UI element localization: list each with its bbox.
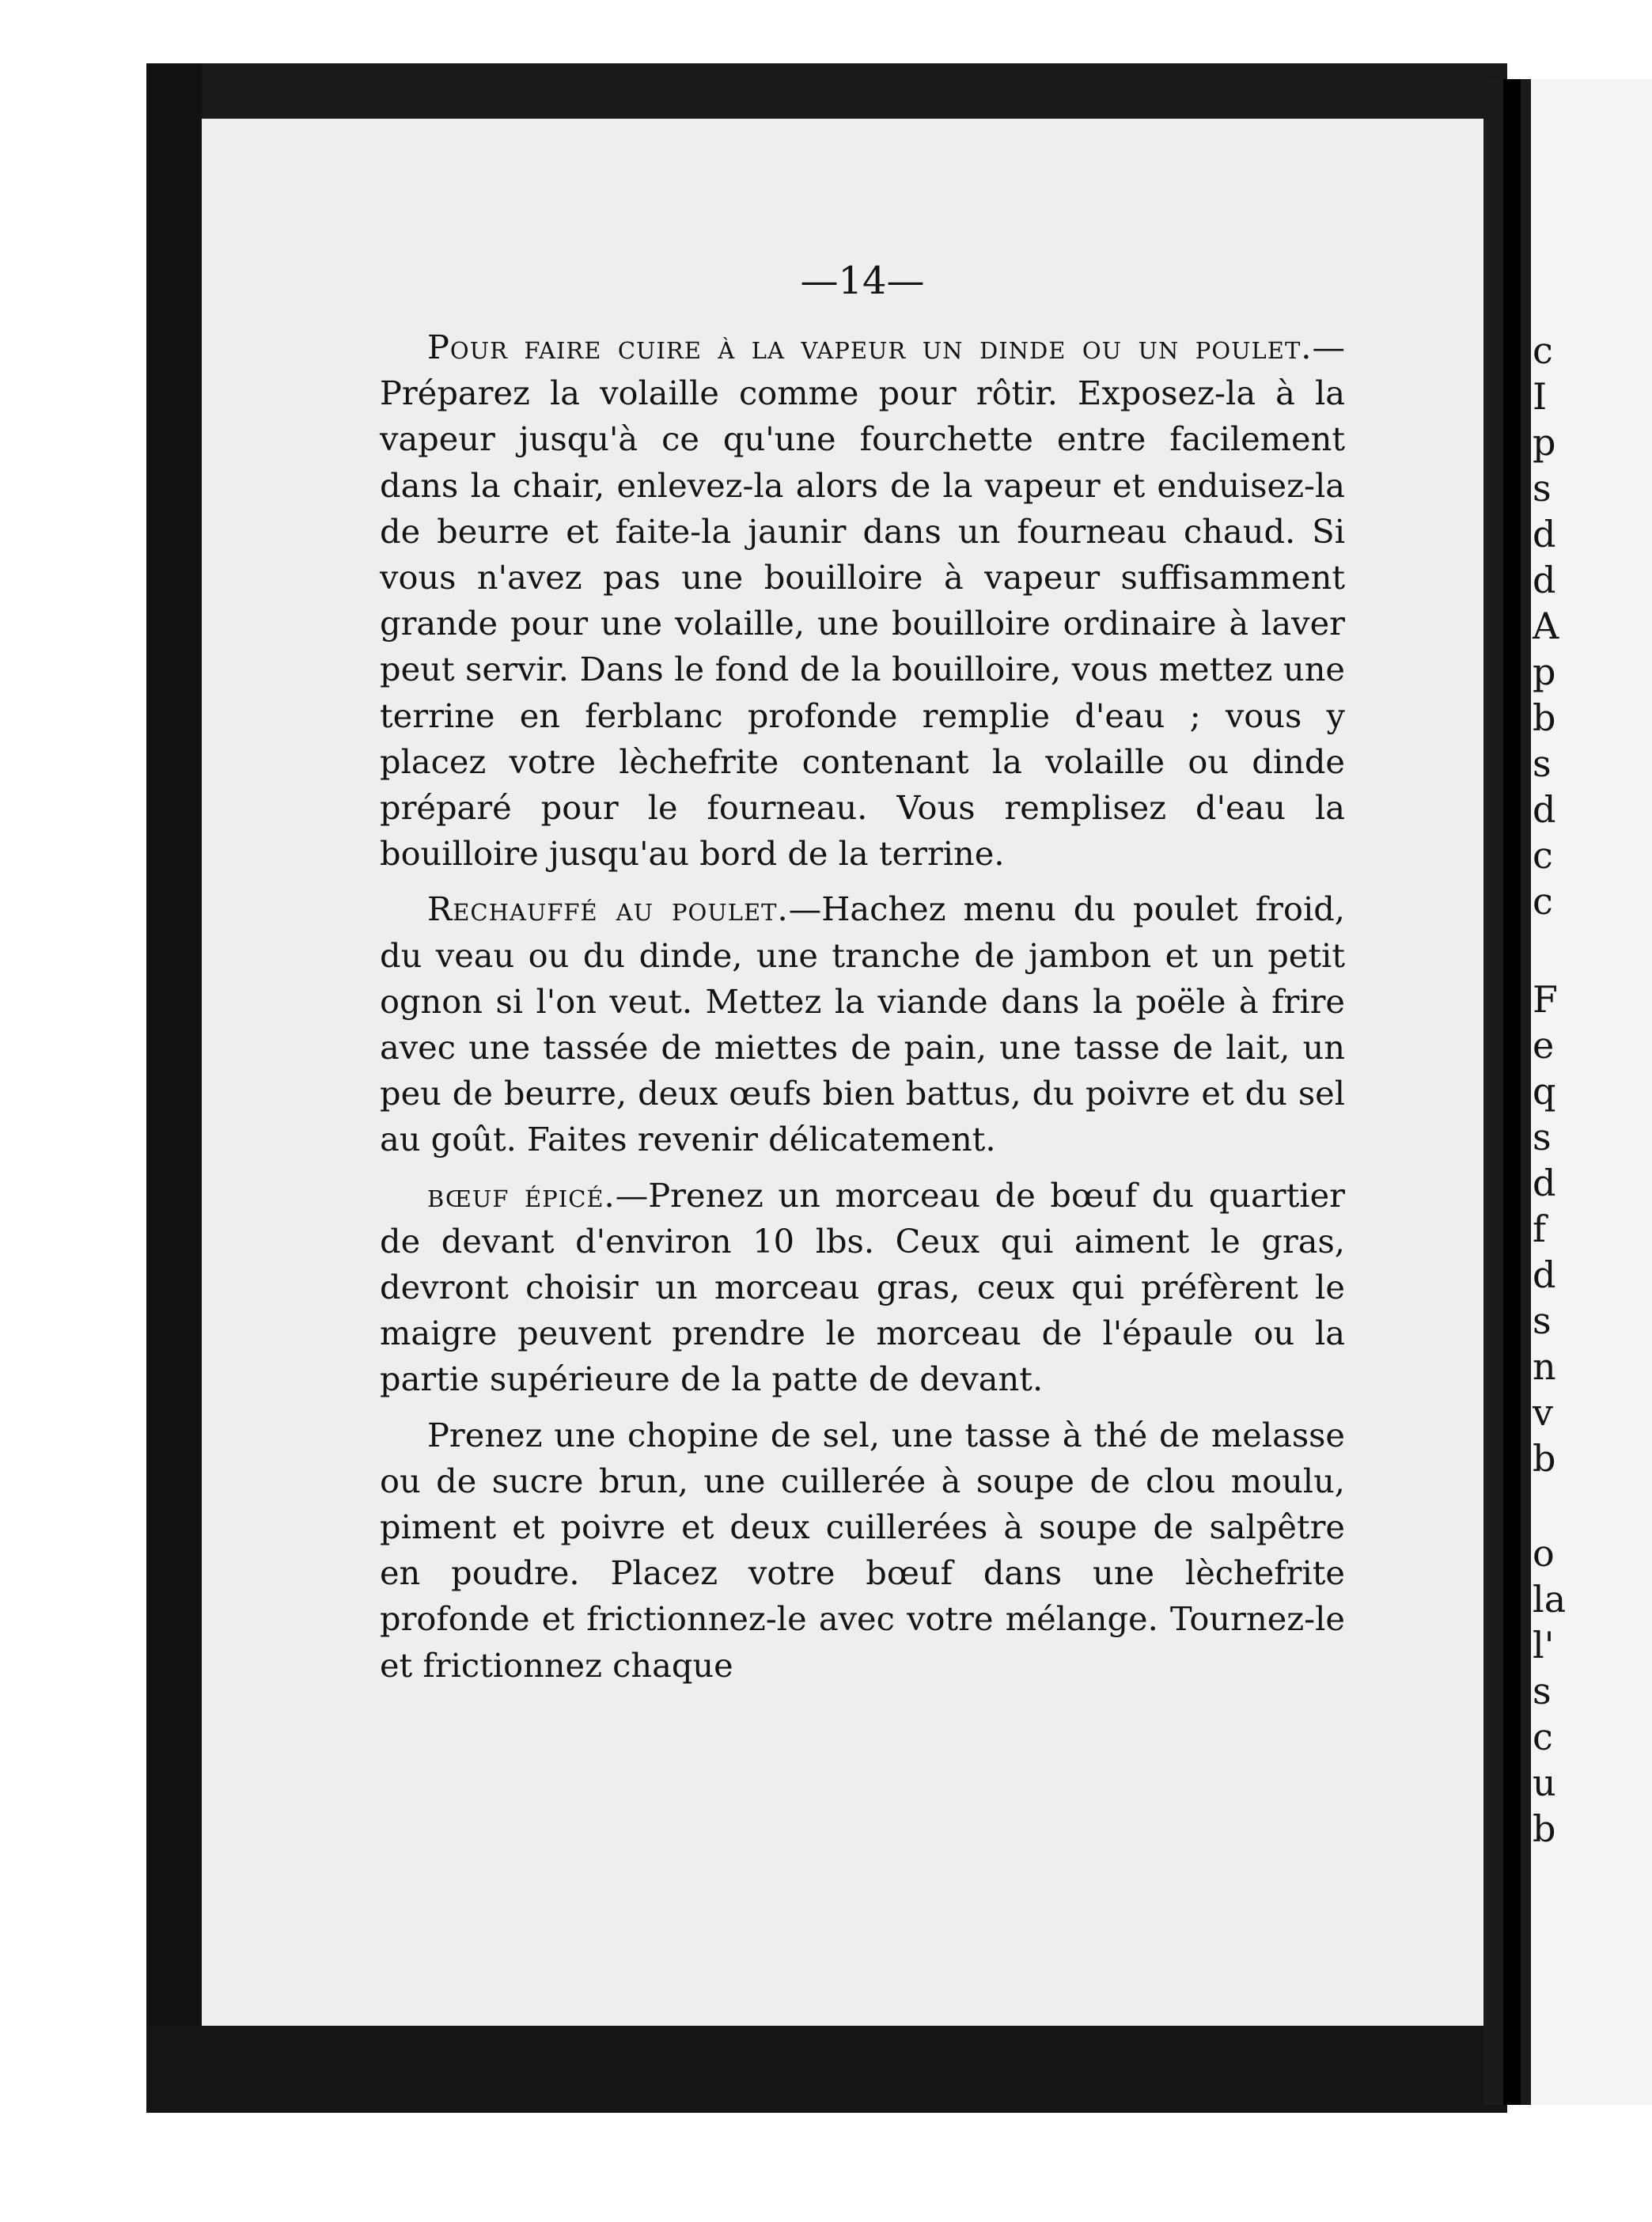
next-page-fragment: l' — [1533, 1624, 1555, 1666]
next-page-fragment: p — [1533, 421, 1556, 464]
next-page-fragment: n — [1533, 1345, 1556, 1388]
recipe-chicken-rechauffe — [380, 886, 1345, 1162]
next-page-fragment: b — [1533, 696, 1556, 739]
next-page-fragment: F — [1533, 978, 1558, 1021]
page-number: —14— — [800, 259, 925, 303]
recipe-steamed-poultry — [380, 324, 1345, 877]
next-page-fragment: s — [1533, 1299, 1552, 1342]
next-page-fragment: s — [1533, 742, 1552, 785]
recipe-body: —Hachez menu du poulet froid, du veau ou du dinde, une tranche de jambon et un petit ognon si l'on veut. Mettez la viande dans la poële à frire avec une tassée de miettes de pain, une tasse de lait, un peu de beurre, deux œufs bien battus, du poivre et du sel au goût. Faites revenir délicatement. — [380, 889, 1345, 1159]
next-page-fragment: d — [1533, 1162, 1556, 1204]
next-page-fragment: c — [1533, 329, 1553, 372]
book-gutter-shadow — [1503, 79, 1521, 2105]
next-page-fragment: A — [1533, 605, 1559, 647]
next-page-fragment: o — [1533, 1532, 1555, 1575]
next-page-fragment: f — [1533, 1208, 1547, 1250]
recipe-heading: bœuf épicé. — [427, 1175, 616, 1215]
next-page-fragment: d — [1533, 559, 1556, 601]
next-page-fragment: c — [1533, 880, 1553, 923]
recipe-spiced-beef — [380, 1173, 1345, 1403]
recipe-heading: Rechauffé au poulet. — [427, 889, 789, 929]
recipe-spiced-beef-continued — [380, 1412, 1345, 1689]
scan-border-bottom — [146, 2026, 1507, 2113]
next-page-fragment: d — [1533, 1253, 1556, 1296]
recipe-body: Prenez une chopine de sel, une tasse à thé de melasse ou de sucre brun, une cuillerée à soupe de clou moulu, piment et poivre et deux cuillerées à soupe de salpêtre en poudre. Placez votre bœuf dans une lèchefrite profonde et frictionnez-le avec votre mélange. Tournez-le et frictionnez chaque — [380, 1415, 1345, 1685]
next-page-edge — [1531, 79, 1652, 2105]
next-page-fragment: c — [1533, 1716, 1553, 1758]
next-page-fragment: v — [1533, 1391, 1553, 1434]
page-text — [380, 253, 1345, 1698]
next-page-fragment: s — [1533, 1116, 1552, 1158]
scan-border-left — [146, 63, 202, 2081]
next-page-fragment: I — [1533, 375, 1548, 418]
next-page-fragment: s — [1533, 1670, 1552, 1712]
scan-border-top — [146, 63, 1507, 119]
recipe-heading: Pour faire cuire à la vapeur un dinde ou un poulet. — [427, 328, 1313, 366]
next-page-fragment: d — [1533, 788, 1556, 831]
recipe-body: —Préparez la volaille comme pour rôtir. Exposez-la à la vapeur jusqu'à ce qu'une fourchette entre facilement dans la chair, enlevez-la alors de la vapeur et enduisez-la de beurre et faite-la jaunir dans un fourneau chaud. Si vous n'avez pas une bouilloire à vapeur suffisamment grande pour une volaille, une bouilloire ordinaire à laver peut servir. Dans le fond de la bouilloire, vous mettez une terrine en ferblanc profonde remplie d'eau ; vous y placez votre lèchefrite contenant la volaille ou dinde préparé pour le fourneau. Vous remplisez d'eau la bouilloire jusqu'au bord de la terrine. — [380, 328, 1345, 874]
next-page-fragment: d — [1533, 513, 1556, 556]
next-page-fragment: s — [1533, 467, 1552, 510]
next-page-fragment: u — [1533, 1761, 1556, 1804]
next-page-fragment: c — [1533, 834, 1553, 877]
next-page-fragment: e — [1533, 1024, 1555, 1067]
next-page-fragment: b — [1533, 1437, 1556, 1480]
next-page-fragment: b — [1533, 1807, 1556, 1850]
next-page-fragment: la — [1533, 1578, 1567, 1621]
next-page-fragment: p — [1533, 650, 1556, 693]
recipe-body: —Prenez un morceau de bœuf du quartier de devant d'environ 10 lbs. Ceux qui aiment le gras, devront choisir un morceau gras, ceux qui préfèrent le maigre peuvent prendre le morceau de l'épaule ou la partie supérieure de la patte de devant. — [380, 1175, 1345, 1399]
next-page-fragment: q — [1533, 1070, 1556, 1113]
